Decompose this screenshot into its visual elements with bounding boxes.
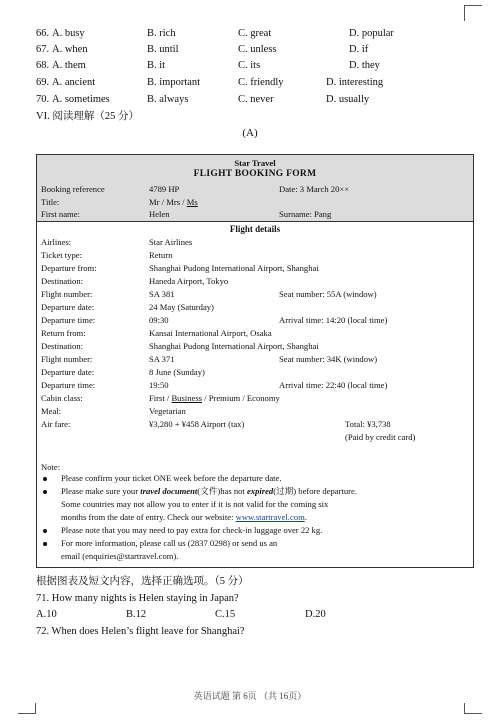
option-c: C. friendly (238, 77, 284, 88)
detail-value: Return (149, 250, 173, 260)
option-b: B. it (147, 60, 166, 71)
option-c: C. its (238, 60, 261, 71)
bullet-icon (43, 477, 47, 481)
detail-label: Flight number: (41, 289, 93, 299)
note-1: Please confirm your ticket ONE week before the departure date. (61, 473, 282, 483)
note-2-line-2: Some countries may not allow you to enter if it is not valid for the coming six (61, 499, 329, 509)
note-2-text: before departure. (296, 486, 357, 496)
note-2-text: has not (220, 486, 247, 496)
surname: Surname: Pang (279, 209, 332, 219)
detail-label: Return from: (41, 328, 86, 338)
detail-extra: Arrival time: 14:20 (local time) (279, 315, 388, 325)
note-2-term-expired: expired (246, 486, 274, 496)
crop-mark-bottom-left-h (18, 713, 36, 714)
detail-label: Departure from: (41, 263, 97, 273)
passage-label: (A) (242, 127, 258, 139)
bullet-icon (43, 542, 47, 546)
title-options: Mr / Mrs / (149, 197, 187, 207)
company-name: Star Travel (234, 158, 276, 168)
option-d: D. if (349, 44, 369, 55)
option-d: D.20 (305, 609, 326, 620)
detail-value: SA 371 (149, 354, 175, 364)
crop-mark-bottom-right-h (464, 713, 482, 714)
note-4-line-2: email (enquiries@startravel.com). (61, 551, 179, 561)
note-2-line-3 (61, 512, 307, 523)
flight-details-heading: Flight details (229, 224, 281, 234)
option-c: C. unless (238, 44, 277, 55)
note-4: For more information, please call us (2837 0298) or send us an (61, 538, 278, 548)
detail-label: Departure date: (41, 302, 95, 312)
cabin-selected: Business (171, 393, 203, 403)
detail-label: Flight number: (41, 354, 93, 364)
cloze-row-67 (0, 42, 500, 58)
option-b: B.12 (126, 609, 147, 620)
option-c: C. great (238, 28, 272, 39)
crop-mark-bottom-left-v (35, 703, 36, 714)
question-71: 71. How many nights is Helen staying in Japan? (36, 593, 239, 604)
detail-extra: Arrival time: 22:40 (local time) (279, 380, 388, 390)
cabin-class-value (149, 393, 280, 404)
detail-value: Haneda Airport, Tokyo (149, 276, 229, 286)
note-3: Please note that you may need to pay extra for check-in luggage over 22 kg. (61, 525, 323, 535)
bullet-icon (43, 490, 47, 494)
option-c: C.15 (215, 609, 236, 620)
detail-label: Departure date: (41, 367, 95, 377)
note-2-gloss: (文件) (197, 486, 221, 496)
website-link[interactable]: www.startravel.com (235, 512, 305, 522)
note-label: Note: (41, 462, 61, 472)
meal-value: Vegetarian (149, 406, 186, 416)
note-2-text: Please make sure your (61, 486, 141, 496)
question-number: 67. (36, 44, 50, 55)
detail-label: Ticket type: (41, 250, 82, 260)
question-number: 68. (36, 60, 50, 71)
option-a: A. busy (52, 28, 85, 39)
option-d: D. they (349, 60, 380, 71)
air-fare-value: ¥3,280 + ¥458 Airport (tax) (149, 419, 245, 429)
crop-mark-top-right-h (464, 5, 482, 6)
bullet-icon (43, 529, 47, 533)
option-d: D. interesting (326, 77, 384, 88)
note-2-term-travel-document: travel document (140, 486, 198, 496)
form-title: FLIGHT BOOKING FORM (193, 169, 317, 179)
option-a: A. them (52, 60, 86, 71)
booking-reference-label: Booking reference (41, 184, 105, 194)
detail-value: Star Airlines (149, 237, 193, 247)
note-2-line-3-end: . (304, 512, 307, 522)
title-label: Title: (41, 197, 60, 207)
question-71-options (0, 607, 500, 623)
detail-value: 24 May (Saturday) (149, 302, 214, 312)
total-fare: Total: ¥3,738 (345, 419, 391, 429)
note-2-gloss: (过期) (273, 486, 297, 496)
detail-value: Kansai International Airport, Osaka (149, 328, 272, 338)
detail-label: Destination: (41, 341, 84, 351)
detail-value: Shanghai Pudong International Airport, Shanghai (149, 263, 319, 273)
option-a: A. sometimes (52, 94, 110, 105)
cabin-others: / Premium / Economy (202, 393, 280, 403)
question-number: 66. (36, 28, 50, 39)
option-b: B. until (147, 44, 179, 55)
header-divider (37, 221, 473, 222)
option-c: C. never (238, 94, 274, 105)
cloze-row-68 (0, 58, 500, 74)
detail-label: Departure time: (41, 380, 96, 390)
detail-label: Airlines: (41, 237, 72, 247)
detail-value: 09:30 (149, 315, 169, 325)
cloze-row-69 (0, 75, 500, 91)
detail-extra: Seat number: 55A (window) (279, 289, 377, 299)
section-heading: VI. 阅读理解（25 分） (36, 111, 139, 122)
cloze-row-70 (0, 92, 500, 108)
option-a: A.10 (36, 609, 57, 620)
first-name-label: First name: (41, 209, 80, 219)
crop-mark-bottom-right-v (464, 703, 465, 714)
option-d: D. usually (326, 94, 370, 105)
option-a: A. ancient (52, 77, 96, 88)
question-number: 69. (36, 77, 50, 88)
air-fare-label: Air fare: (41, 419, 71, 429)
detail-value: SA 381 (149, 289, 175, 299)
page-footer: 英语试题 第 6页 （共 16页） (193, 691, 307, 701)
crop-mark-top-right-v (464, 5, 465, 21)
cabin-class-label: Cabin class: (41, 393, 83, 403)
note-2-line-3-text: months from the date of entry. Check our website: (61, 512, 236, 522)
first-name-value: Helen (149, 209, 170, 219)
cabin-first: First / (149, 393, 172, 403)
detail-label: Departure time: (41, 315, 96, 325)
detail-label: Destination: (41, 276, 84, 286)
flight-booking-form (36, 154, 474, 568)
question-72: 72. When does Helen’s flight leave for Shanghai? (36, 626, 245, 637)
meal-label: Meal: (41, 406, 62, 416)
title-value (149, 197, 198, 208)
instruction: 根据图表及短文内容，选择正确选项。（5 分） (36, 576, 249, 587)
option-a: A. when (52, 44, 88, 55)
option-d: D. popular (349, 28, 394, 39)
note-2 (61, 486, 357, 497)
detail-extra: Seat number: 34K (window) (279, 354, 378, 364)
option-b: B. rich (147, 28, 176, 39)
booking-reference-value: 4789 HP (149, 184, 180, 194)
cloze-row-66 (0, 26, 500, 42)
option-b: B. important (147, 77, 201, 88)
booking-date: Date: 3 March 20×× (279, 184, 350, 194)
detail-value: 19:50 (149, 380, 169, 390)
payment-method: (Paid by credit card) (345, 432, 416, 442)
detail-value: Shanghai Pudong International Airport, Shanghai (149, 341, 319, 351)
detail-value: 8 June (Sunday) (149, 367, 205, 377)
question-number: 70. (36, 94, 50, 105)
option-b: B. always (147, 94, 189, 105)
title-selected: Ms (186, 197, 198, 207)
